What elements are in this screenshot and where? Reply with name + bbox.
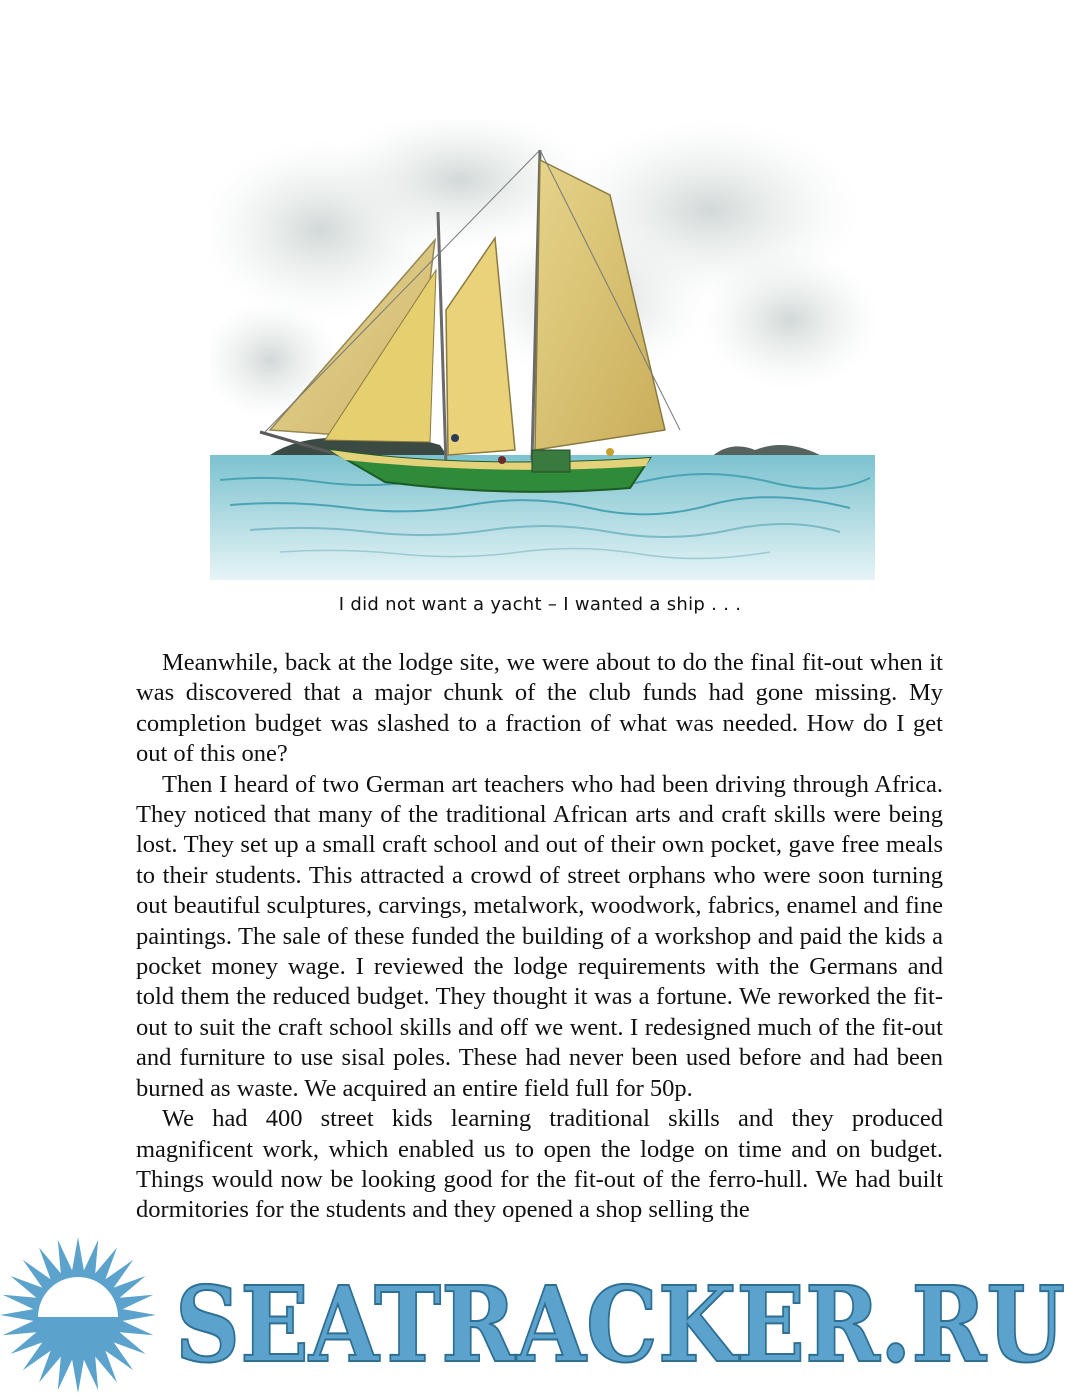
watermark-label: SEATRACKER.RU	[175, 1263, 1065, 1373]
schooner-illustration	[210, 120, 875, 580]
sun-icon	[0, 1237, 156, 1393]
body-text	[136, 648, 943, 1226]
paragraph: Then I heard of two German art teachers who had been driving through Africa. They noticed that many of the traditional African arts and craft skills were being lost. They set up a small craft school and out of their own pocket, gave free meals to their students. This attracted a crowd of street orphans who were soon turning out beautiful sculptures, carvings, metalwork, woodwork, fabrics, enamel and fine paintings. The sale of these funded the building of a workshop and paid the kids a pocket money wage. I reviewed the lodge requirements with the Germans and told them the reduced budget. They thought it was a fortune. We reworked the fit-out to suit the craft school skills and off we went. I redesigned much of the fit-out and furniture to use sisal poles. These had never been used before and had been burned as waste. We acquired an entire field full for 50p.	[136, 770, 943, 1102]
paragraph: Meanwhile, back at the lodge site, we were about to do the final fit-out when it was discovered that a major chunk of the club funds had gone missing. My completion budget was slashed to a fraction of what was needed. How do I get out of this one?	[136, 649, 943, 768]
watermark-text	[170, 1263, 1070, 1373]
paragraph: We had 400 street kids learning traditional skills and they produced magnificent work, which enabled us to open the lodge on time and on budget. Things would now be looking good for the fit-out of the ferro-hull. We had built dormitories for the students and they opened a shop selling the	[136, 1105, 943, 1224]
figure-caption: I did not want a yacht – I wanted a ship . . .	[338, 594, 742, 615]
